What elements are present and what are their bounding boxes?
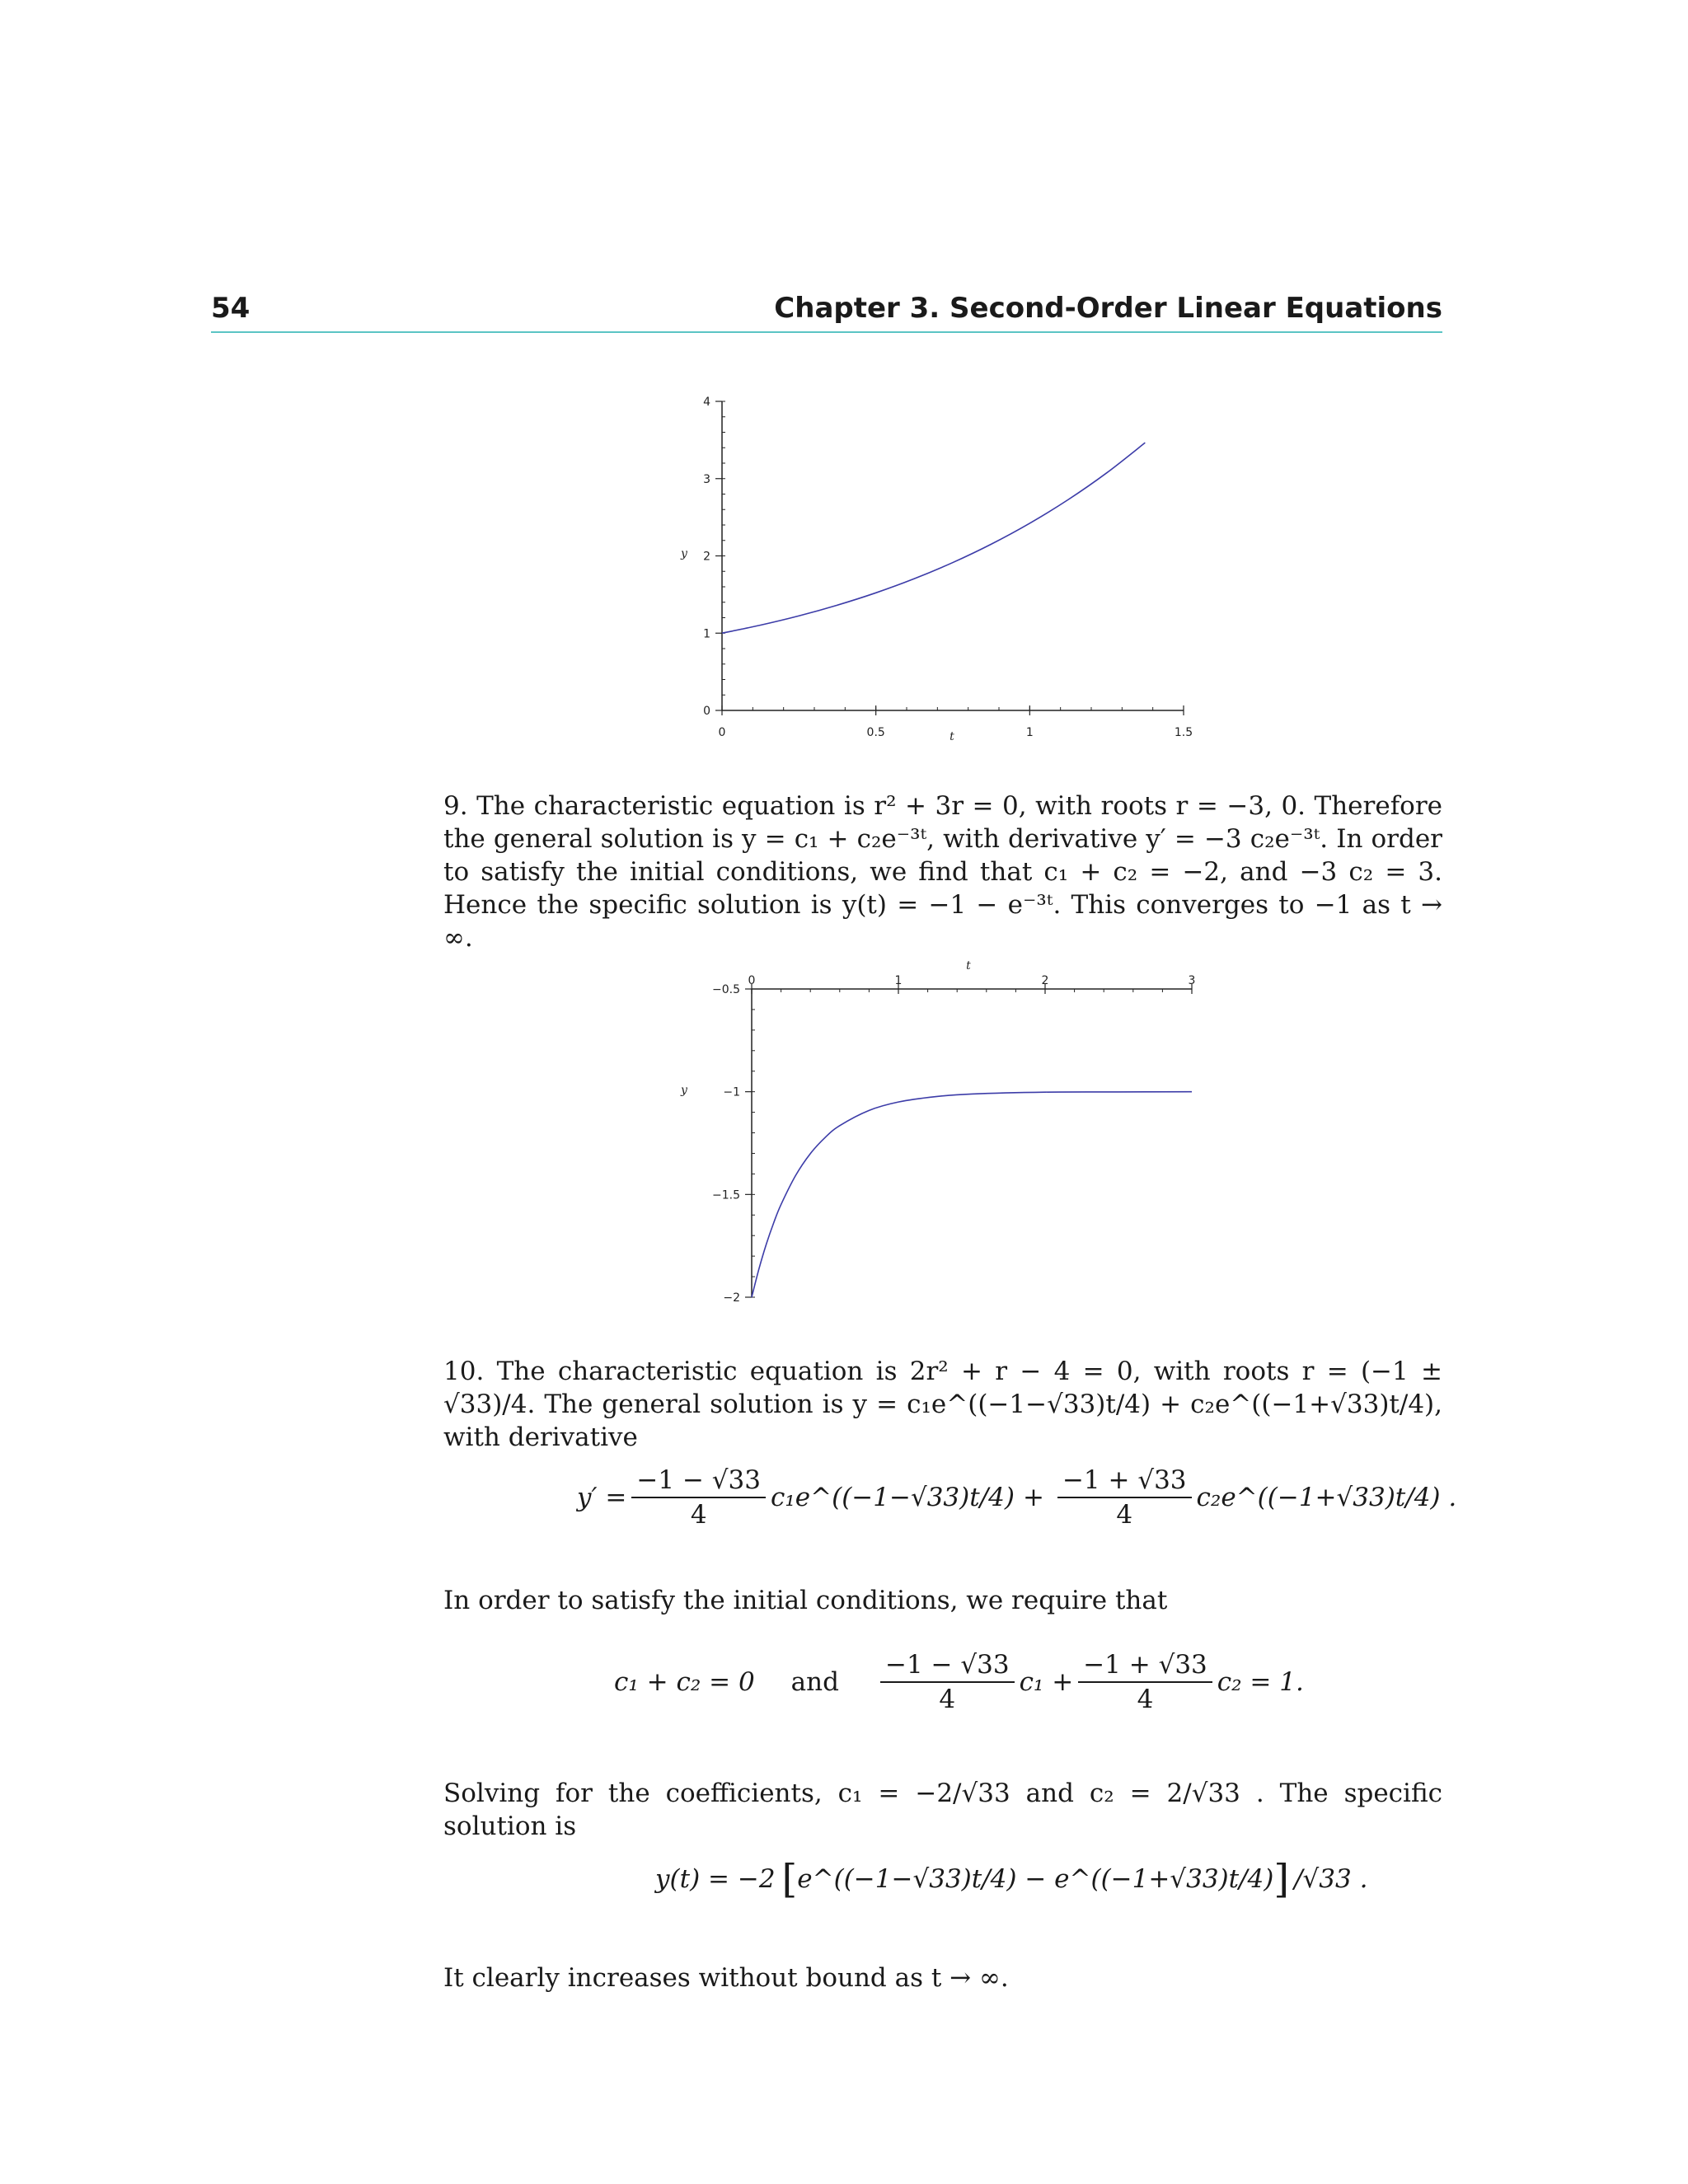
eq1-num-2: −1 + √33 bbox=[1057, 1465, 1192, 1498]
eq1-den-1: 4 bbox=[690, 1500, 707, 1530]
eq1-term-2: c₂e^((−1+√33)t/4) . bbox=[1196, 1483, 1457, 1512]
x-tick-label: 1 bbox=[894, 974, 903, 987]
x-axis-label: t bbox=[950, 730, 954, 743]
y-axis-label: y bbox=[681, 1084, 687, 1097]
x-tick-label: 0 bbox=[718, 726, 726, 739]
problem-10-text-1: 10. The characteristic equation is 2r² + r − 4 = 0, with roots r = (−1 ± √33)/4. The general solution is y = c₁e^((−1−√33)t/4) + c₂e^((−1+√33)t/4), with derivative bbox=[443, 1357, 1442, 1452]
x-axis-label: t bbox=[966, 959, 971, 972]
eq2-num-1: −1 − √33 bbox=[880, 1650, 1015, 1683]
problem-10-intro bbox=[443, 1355, 1442, 1454]
y-axis-label: y bbox=[681, 547, 687, 560]
eq1-plus: + bbox=[1022, 1483, 1044, 1512]
series-line bbox=[722, 443, 1145, 633]
eq1-fraction-1 bbox=[631, 1465, 766, 1530]
eq1-num-1: −1 − √33 bbox=[631, 1465, 766, 1498]
eq2-mid: c₁ + bbox=[1019, 1667, 1074, 1697]
eq1-fraction-2 bbox=[1057, 1465, 1192, 1530]
page-number: 54 bbox=[211, 292, 251, 325]
eq3-body: e^((−1−√33)t/4) − e^((−1+√33)t/4) bbox=[797, 1864, 1274, 1894]
x-tick-label: 0.5 bbox=[866, 726, 885, 739]
eq3-lhs: y(t) = −2 bbox=[655, 1864, 776, 1894]
eq2-end: c₂ = 1. bbox=[1217, 1667, 1304, 1697]
x-tick-label: 0 bbox=[748, 974, 756, 987]
y-tick-label: −1 bbox=[723, 1085, 740, 1099]
problem-10-text-2: In order to satisfy the initial conditions, we require that bbox=[443, 1586, 1168, 1615]
x-tick-label: 3 bbox=[1188, 974, 1196, 987]
problem-10-conclusion bbox=[443, 1961, 1442, 1994]
eq2-num-2: −1 + √33 bbox=[1078, 1650, 1212, 1683]
eq2-left: c₁ + c₂ = 0 bbox=[614, 1667, 755, 1697]
eq1-den-2: 4 bbox=[1116, 1500, 1133, 1530]
eq2-fraction-1 bbox=[880, 1650, 1015, 1714]
eq1-term-1: c₁e^((−1−√33)t/4) bbox=[770, 1483, 1015, 1512]
eq2-den-2: 4 bbox=[1137, 1685, 1154, 1714]
eq3-end: /√33 . bbox=[1294, 1864, 1368, 1894]
y-tick-label: 1 bbox=[703, 627, 710, 641]
problem-10-text-4: It clearly increases without bound as t → ∞. bbox=[443, 1963, 1009, 1993]
y-tick-label: 3 bbox=[703, 472, 710, 486]
eq1-lhs: y′ = bbox=[577, 1483, 627, 1512]
y-tick-label: −2 bbox=[723, 1291, 740, 1305]
plot-problem-9 bbox=[626, 948, 1253, 1319]
problem-9-paragraph bbox=[443, 790, 1442, 954]
y-tick-label: −0.5 bbox=[712, 983, 740, 996]
x-tick-label: 1.5 bbox=[1174, 726, 1193, 739]
derivative-equation bbox=[577, 1465, 1456, 1530]
x-tick-label: 1 bbox=[1025, 726, 1034, 739]
initial-conditions-equation bbox=[614, 1650, 1304, 1714]
y-tick-label: −1.5 bbox=[712, 1188, 740, 1202]
eq2-den-1: 4 bbox=[939, 1685, 956, 1714]
plot-problem-8 bbox=[626, 387, 1253, 750]
running-header bbox=[211, 290, 1442, 333]
series-line bbox=[752, 1092, 1192, 1297]
problem-10-conditions-intro bbox=[443, 1584, 1442, 1617]
problem-10-text-3: Solving for the coefficients, c₁ = −2/√33 and c₂ = 2/√33 . The specific solution is bbox=[443, 1779, 1442, 1841]
eq2-and: and bbox=[790, 1667, 839, 1697]
eq2-fraction-2 bbox=[1078, 1650, 1212, 1714]
y-tick-label: 0 bbox=[703, 705, 710, 718]
problem-10-coefficients bbox=[443, 1777, 1442, 1843]
problem-9-text: 9. The characteristic equation is r² + 3r = 0, with roots r = −3, 0. Therefore the general solution is y = c₁ + c₂e⁻³ᵗ, with derivative y′ = −3 c₂e⁻³ᵗ. In order to satisfy the initial conditions, we find that c₁ + c₂ = −2, and −3 c₂ = 3. Hence the specific solution is y(t) = −1 − e⁻³ᵗ. This converges to −1 as t → ∞. bbox=[443, 791, 1442, 953]
y-tick-label: 2 bbox=[703, 550, 710, 564]
x-tick-label: 2 bbox=[1041, 974, 1049, 987]
y-tick-label: 4 bbox=[703, 396, 710, 409]
specific-solution-equation: y(t) = −2 [ e^((−1−√33)t/4) − e^((−1+√33)t/4) ] /√33 . bbox=[655, 1856, 1368, 1902]
chapter-title: Chapter 3. Second-Order Linear Equations bbox=[774, 292, 1442, 325]
